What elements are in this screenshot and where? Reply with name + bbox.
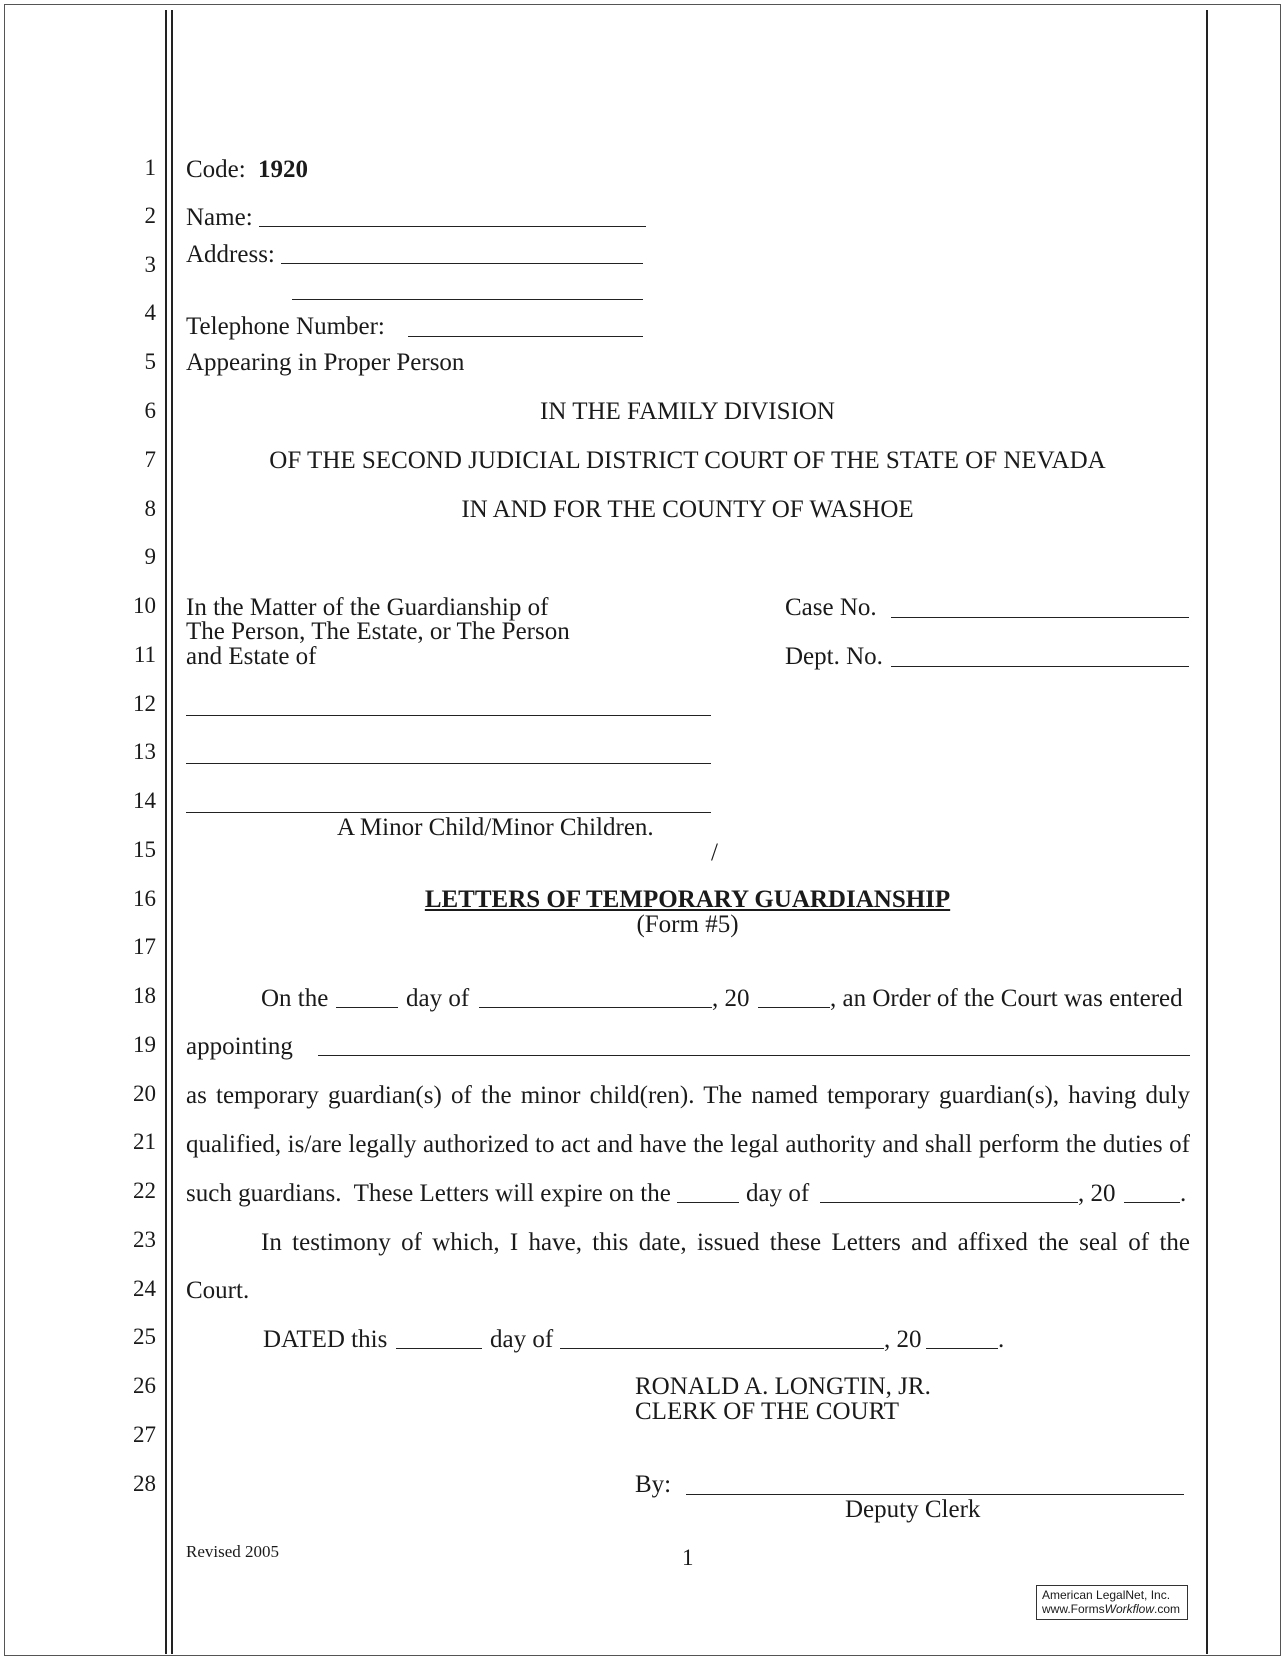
case-no-label: Case No. (785, 594, 877, 621)
order-year-field[interactable] (758, 1007, 830, 1008)
line-number: 13 (133, 739, 156, 764)
clerk-name: RONALD A. LONGTIN, JR. (635, 1373, 931, 1400)
dated-year-field[interactable] (926, 1348, 998, 1349)
line-number: 23 (133, 1227, 156, 1252)
line-number: 21 (133, 1129, 156, 1154)
party-name-field-1[interactable] (186, 715, 711, 716)
line-number: 16 (133, 886, 156, 911)
body-line-20: as temporary guardian(s) of the minor child(ren). The named temporary guardian(s), having duly (186, 1082, 1190, 1109)
court-name: OF THE SECOND JUDICIAL DISTRICT COURT OF THE STATE OF NEVADA (269, 447, 1106, 474)
expire-text: such guardians. These Letters will expire on the (186, 1180, 671, 1207)
line-number: 5 (144, 349, 156, 374)
dated-day-field[interactable] (396, 1348, 482, 1349)
guardian-name-field[interactable] (318, 1055, 1190, 1056)
court-county: IN AND FOR THE COUNTY OF WASHOE (461, 496, 914, 523)
line-number: 8 (144, 496, 156, 521)
revised-date: Revised 2005 (186, 1542, 280, 1561)
name-label: Name: (186, 204, 253, 231)
signature-field[interactable] (686, 1494, 1184, 1495)
dated-period: . (998, 1326, 1005, 1353)
line-number: 18 (133, 983, 156, 1008)
party-name-field-2[interactable] (186, 763, 711, 764)
line-number: 20 (133, 1081, 156, 1106)
publisher-url (1042, 1602, 1182, 1616)
line-number: 4 (144, 300, 156, 325)
line-number: 10 (133, 593, 156, 618)
line-number: 11 (133, 642, 156, 667)
expire-month-field[interactable] (820, 1202, 1078, 1203)
on-the-text: On the (261, 985, 329, 1012)
publisher-url-c: .com (1154, 1602, 1181, 1616)
order-day-field[interactable] (336, 1007, 398, 1008)
telephone-field[interactable] (408, 336, 643, 337)
testimony-text: In testimony of which, I have, this date, issued these Letters and affixed the seal of the (261, 1229, 1190, 1256)
clerk-title: CLERK OF THE COURT (635, 1398, 900, 1425)
line-number: 15 (133, 837, 156, 862)
line-number: 17 (133, 934, 156, 959)
dated-this-text: DATED this (263, 1326, 388, 1353)
deputy-clerk: Deputy Clerk (845, 1496, 981, 1523)
order-entered-text: , an Order of the Court was entered (830, 985, 1183, 1012)
publisher-name: American LegalNet, Inc. (1042, 1588, 1171, 1602)
dept-no-field[interactable] (891, 666, 1189, 667)
left-margin-rule-inner (171, 10, 173, 1654)
body-line-21: qualified, is/are legally authorized to act and have the legal authority and shall perform the duties of (186, 1131, 1190, 1158)
line-number: 12 (133, 691, 156, 716)
appointing-text: appointing (186, 1033, 293, 1060)
publisher-logo (1036, 1585, 1188, 1620)
dated-comma-20-text: , 20 (884, 1326, 922, 1353)
line-number: 9 (144, 544, 156, 569)
publisher-url-a: www.Forms (1042, 1602, 1105, 1616)
matter-line-3: and Estate of (186, 643, 317, 670)
publisher-url-b: Workflow (1104, 1602, 1155, 1616)
comma-20-text: , 20 (712, 985, 750, 1012)
telephone-label: Telephone Number: (186, 313, 385, 340)
dated-day-of-text: day of (490, 1326, 554, 1353)
order-month-field[interactable] (479, 1007, 712, 1008)
right-margin-rule (1206, 10, 1208, 1654)
dept-no-label: Dept. No. (785, 643, 883, 670)
matter-line-2: The Person, The Estate, or The Person (186, 618, 570, 645)
dated-month-field[interactable] (560, 1348, 884, 1349)
line-number: 22 (133, 1178, 156, 1203)
line-number: 24 (133, 1276, 156, 1301)
expire-day-of-text: day of (746, 1180, 810, 1207)
line-number: 25 (133, 1324, 156, 1349)
expire-period: . (1180, 1180, 1187, 1207)
code-label: Code: (186, 156, 246, 183)
address-field-1[interactable] (281, 263, 643, 264)
address-label: Address: (186, 241, 275, 268)
line-number: 3 (144, 252, 156, 277)
line-number: 26 (133, 1373, 156, 1398)
case-no-field[interactable] (891, 617, 1189, 618)
form-number: (Form #5) (636, 911, 739, 938)
line-number: 1 (144, 155, 156, 180)
court-word: Court. (186, 1277, 250, 1304)
document-title-text: LETTERS OF TEMPORARY GUARDIANSHIP (424, 886, 951, 913)
line-number: 27 (133, 1422, 156, 1447)
minor-children: A Minor Child/Minor Children. (337, 814, 654, 841)
appearing-text: Appearing in Proper Person (186, 349, 465, 376)
page-number: 1 (682, 1545, 694, 1570)
party-name-field-3[interactable] (186, 812, 711, 813)
caption-slash: / (711, 839, 718, 866)
name-field[interactable] (259, 226, 646, 227)
day-of-text: day of (406, 985, 470, 1012)
address-field-2[interactable] (292, 299, 643, 300)
expire-day-field[interactable] (677, 1202, 739, 1203)
line-number: 28 (133, 1471, 156, 1496)
line-number: 2 (144, 203, 156, 228)
line-number: 14 (133, 788, 156, 813)
court-division: IN THE FAMILY DIVISION (540, 398, 835, 425)
document-title (180, 887, 1195, 912)
expire-year-field[interactable] (1124, 1202, 1180, 1203)
matter-line-1: In the Matter of the Guardianship of (186, 594, 549, 621)
line-number: 6 (144, 398, 156, 423)
line-number: 19 (133, 1032, 156, 1057)
expire-comma-20-text: , 20 (1078, 1180, 1116, 1207)
line-number: 7 (144, 447, 156, 472)
left-margin-rule-outer (165, 10, 167, 1654)
code-value: 1920 (258, 156, 308, 183)
by-label: By: (635, 1471, 672, 1498)
